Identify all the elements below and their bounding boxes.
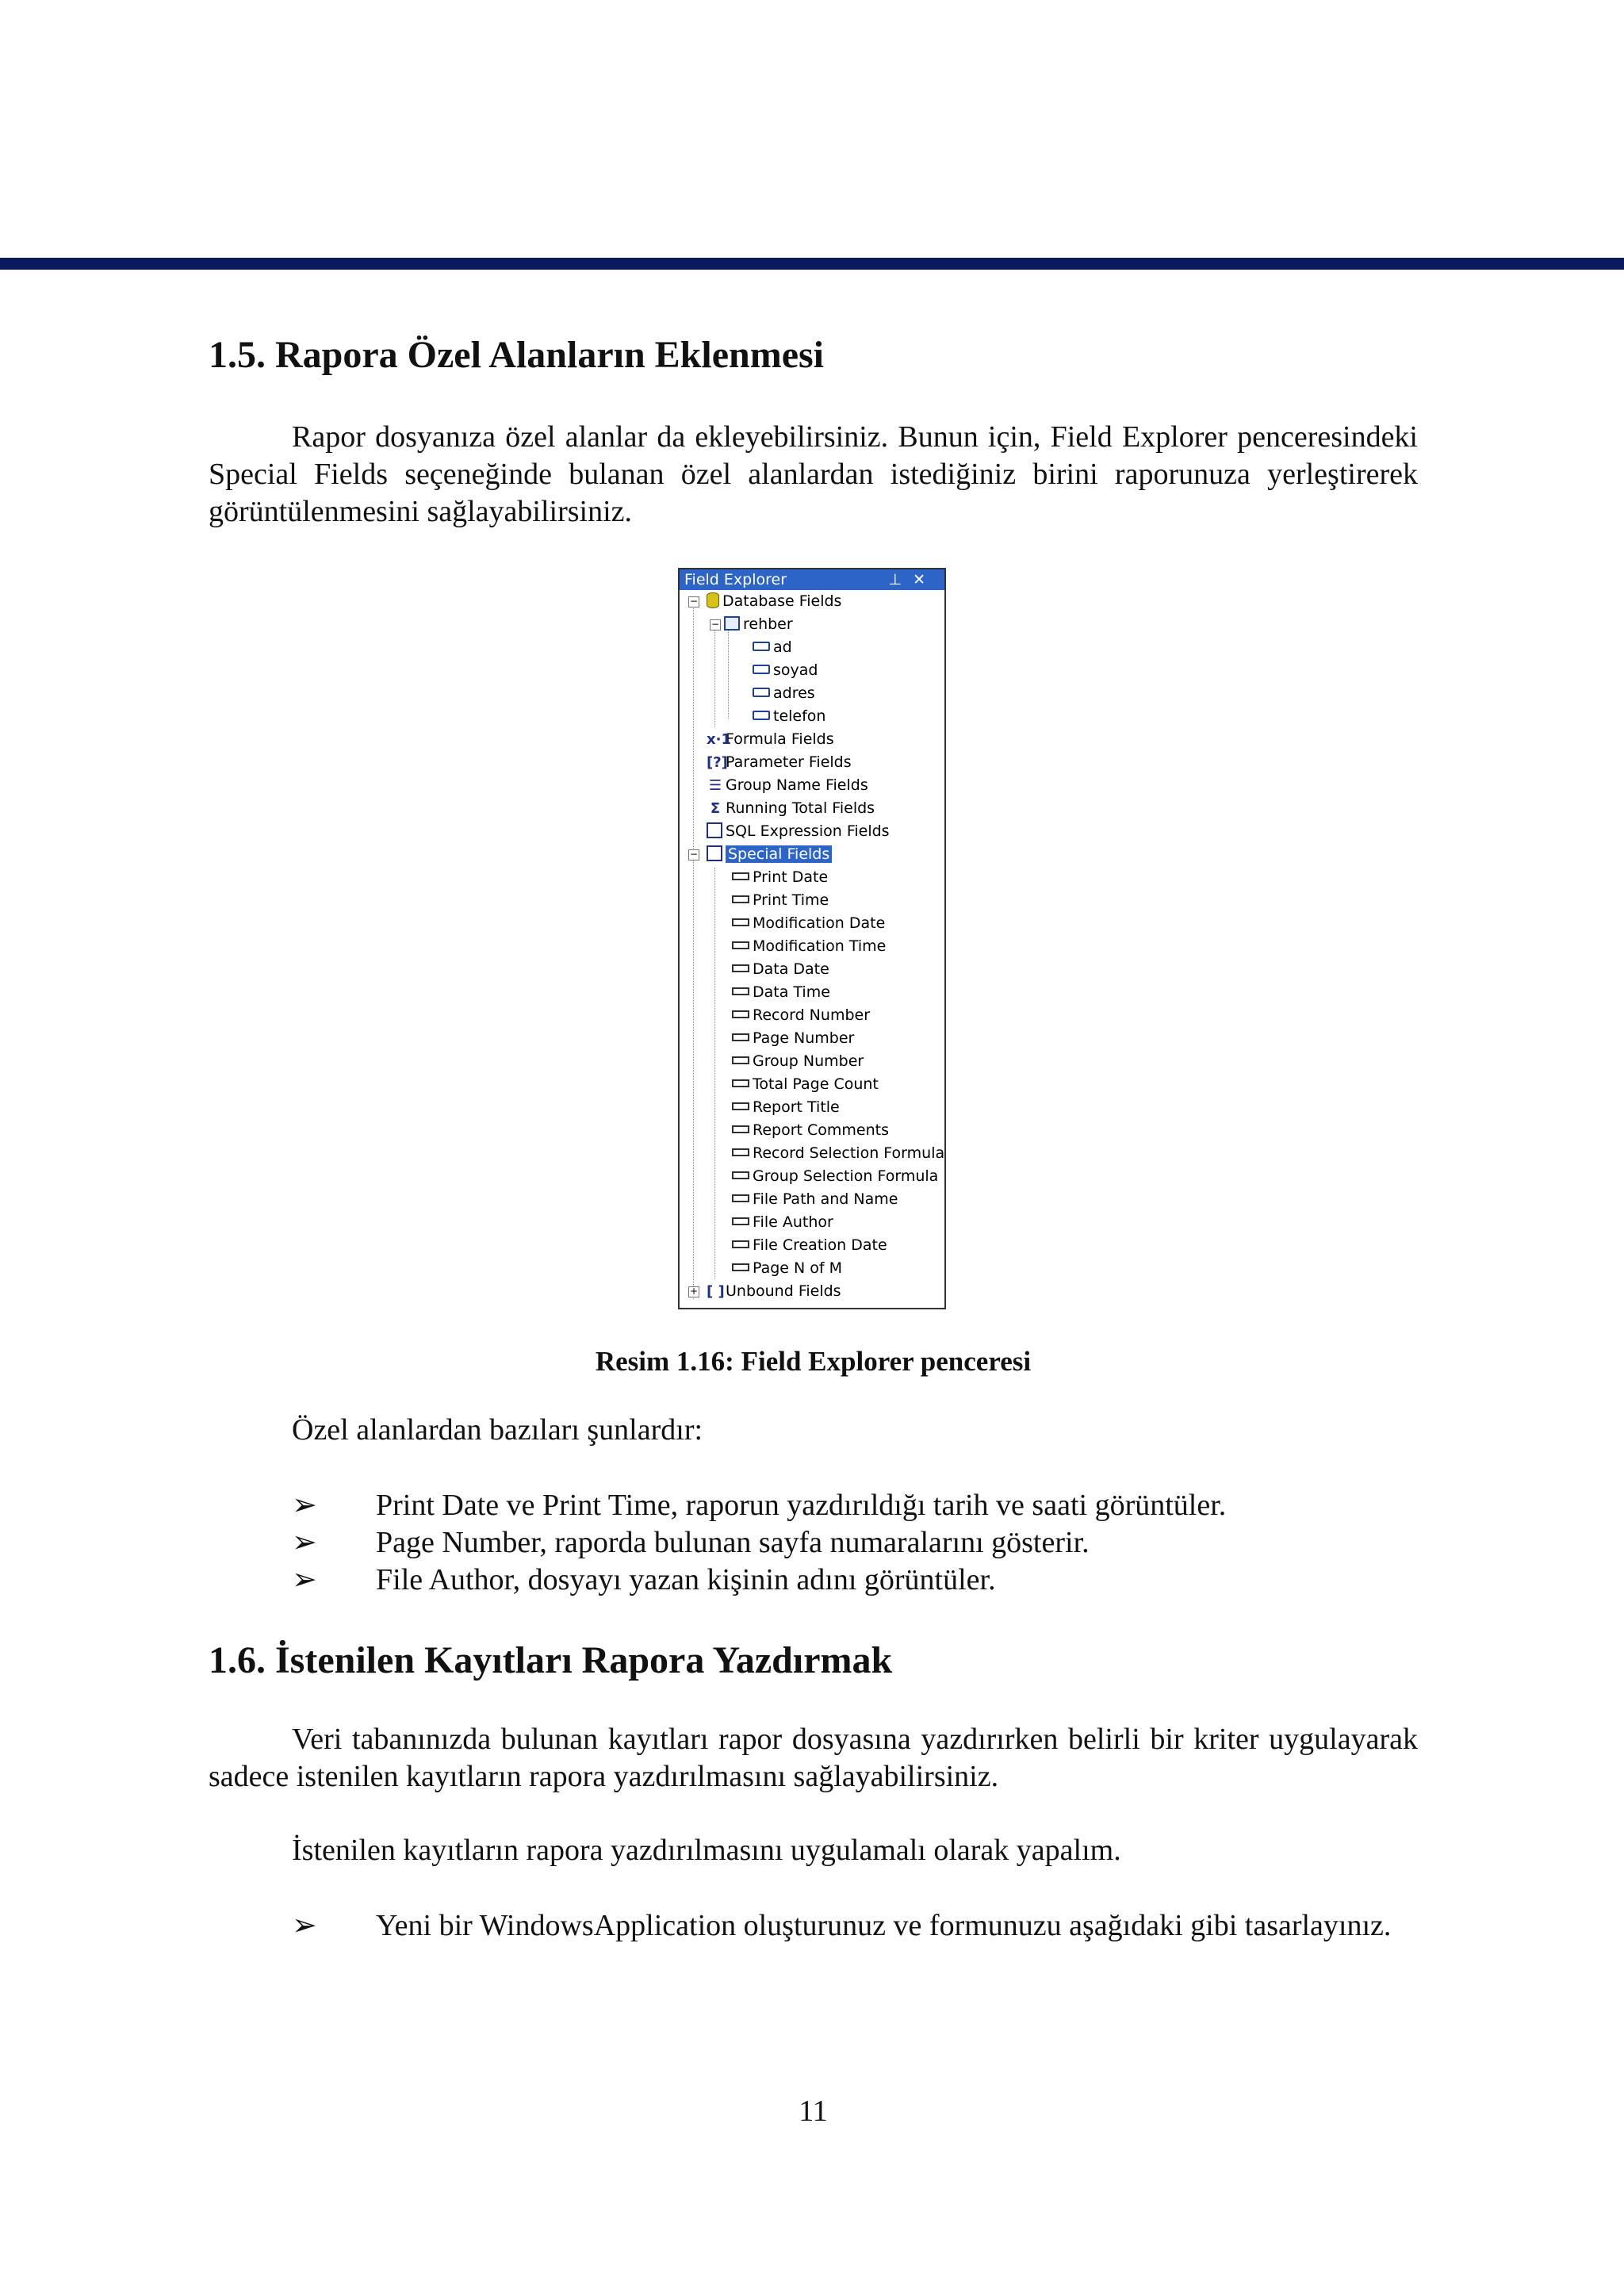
database-icon (707, 592, 719, 608)
bullet-arrow-icon: ➢ (292, 1526, 317, 1559)
sigma-icon: Σ (710, 799, 721, 817)
special-field-item[interactable]: Record Number (732, 1004, 870, 1026)
special-field-item[interactable]: Data Time (732, 981, 830, 1003)
tree-node-formula-fields[interactable]: x·1Formula Fields (707, 730, 834, 748)
section-1-6-paragraph-2: İstenilen kayıtların rapora yazdırılmasını uygulamalı olarak yapalım. (292, 1834, 1121, 1867)
section-heading-1-5: 1.5. Rapora Özel Alanların Eklenmesi (209, 334, 825, 376)
tree-node-table[interactable]: rehber (724, 613, 793, 635)
bullet-arrow-icon: ➢ (292, 1563, 317, 1596)
special-field-item[interactable]: Modification Date (732, 912, 885, 934)
special-field-item[interactable]: Page N of M (732, 1257, 842, 1279)
bullet-arrow-icon: ➢ (292, 1489, 317, 1522)
tree-node-group-name-fields[interactable]: ☰ Group Name Fields (707, 774, 868, 796)
special-field-icon (732, 987, 749, 995)
section-1-5-paragraph: Rapor dosyanıza özel alanlar da ekleyebilirsiniz. Bunun için, Field Explorer penceresindeki Special Fields seçeneğinde bulanan özel alanlardan istediğiniz birini raporunuza yerleştirerek görüntülenmesini sağlayabilirsiniz. (209, 420, 1418, 528)
special-field-icon (732, 1263, 749, 1271)
unbound-icon: [ ] (707, 1282, 725, 1300)
special-field-item[interactable]: Group Selection Formula (732, 1165, 938, 1187)
special-field-icon (732, 895, 749, 903)
special-field-item[interactable]: Print Time (732, 889, 829, 911)
field-explorer-title: Field Explorer (684, 571, 787, 588)
tree-node-sql-expression-fields[interactable]: SQL Expression Fields (707, 820, 890, 842)
close-icon[interactable]: ✕ (913, 571, 936, 588)
special-field-icon (732, 918, 749, 926)
special-field-item[interactable]: Data Date (732, 958, 829, 980)
collapse-toggle[interactable]: − (689, 849, 699, 860)
special-field-icon (732, 872, 749, 880)
field-icon (753, 711, 770, 720)
list-item: ➢ Yeni bir WindowsApplication oluşturunuz ve formunuzu aşağıdaki gibi tasarlayınız. (292, 1907, 1418, 1945)
special-field-item[interactable]: Group Number (732, 1050, 864, 1072)
special-fields-icon (707, 845, 722, 861)
tree-node-parameter-fields[interactable]: [?]Parameter Fields (707, 753, 852, 771)
special-field-item[interactable]: File Path and Name (732, 1188, 898, 1210)
collapse-toggle[interactable]: − (689, 596, 699, 607)
pin-icon[interactable]: ⊥ (888, 571, 914, 588)
tree-node-column[interactable]: ad (753, 636, 792, 658)
special-field-icon (732, 1240, 749, 1248)
field-explorer-titlebar (680, 569, 944, 590)
field-icon (753, 642, 770, 651)
special-field-icon (732, 1171, 749, 1179)
special-field-icon (732, 1056, 749, 1064)
list-item: ➢ Print Date ve Print Time, raporun yazdırıldığı tarih ve saati görüntüler. (292, 1487, 1418, 1524)
special-field-item[interactable]: Report Title (732, 1096, 840, 1118)
special-field-icon (732, 941, 749, 949)
tree-node-column[interactable]: telefon (753, 705, 825, 727)
section-heading-1-6: 1.6. İstenilen Kayıtları Rapora Yazdırmak (209, 1639, 893, 1681)
field-icon (753, 688, 770, 697)
special-field-item[interactable]: File Author (732, 1211, 833, 1233)
special-field-icon (732, 1010, 749, 1018)
header-rule (0, 258, 1624, 270)
tree-node-column[interactable]: soyad (753, 659, 818, 681)
tree-node-running-total-fields[interactable]: Σ Running Total Fields (707, 797, 875, 819)
group-icon: ☰ (708, 776, 722, 794)
tree-node-special-fields[interactable]: Special Fields (707, 843, 832, 865)
special-field-item[interactable]: Modification Time (732, 935, 886, 957)
tree-node-unbound-fields[interactable]: [ ]Unbound Fields (707, 1282, 841, 1300)
figure-caption: Resim 1.16: Field Explorer penceresi (595, 1346, 1032, 1377)
special-field-icon (732, 1194, 749, 1202)
list-item: ➢ File Author, dosyayı yazan kişinin adını görüntüler. (292, 1562, 1418, 1599)
special-field-item[interactable]: Record Selection Formula (732, 1142, 944, 1164)
special-field-item[interactable]: Print Date (732, 866, 828, 888)
field-icon (753, 665, 770, 674)
special-field-icon (732, 1148, 749, 1156)
special-field-icon (732, 1217, 749, 1225)
tree-node-column[interactable]: adres (753, 682, 815, 704)
bullet-arrow-icon: ➢ (292, 1909, 317, 1942)
list-item: ➢ Page Number, raporda bulunan sayfa numaralarını gösterir. (292, 1524, 1418, 1562)
special-field-icon (732, 1125, 749, 1133)
special-field-item[interactable]: Total Page Count (732, 1073, 879, 1095)
special-field-item[interactable]: Report Comments (732, 1119, 889, 1141)
special-field-icon (732, 1079, 749, 1087)
special-field-item[interactable]: File Creation Date (732, 1234, 887, 1256)
tree-node-database-fields[interactable]: Database Fields (707, 590, 841, 612)
section-1-6-paragraph: Veri tabanınızda bulunan kayıtları rapor dosyasına yazdırırken belirli bir kriter uygulayarak sadece istenilen kayıtların rapora yazdırılmasını sağlayabilirsiniz. (209, 1723, 1418, 1793)
parameter-icon: [?] (707, 753, 728, 771)
special-field-icon (732, 1102, 749, 1110)
list-intro: Özel alanlardan bazıları şunlardır: (292, 1413, 703, 1447)
field-explorer-window (678, 568, 946, 1309)
expand-toggle[interactable]: + (689, 1286, 699, 1297)
special-field-icon (732, 1033, 749, 1041)
page-number: 11 (799, 2095, 828, 2128)
special-field-icon (732, 964, 749, 972)
sql-icon (707, 822, 722, 838)
formula-icon: x·1 (707, 730, 731, 748)
collapse-toggle[interactable]: − (710, 619, 720, 630)
table-icon (724, 616, 740, 630)
special-field-item[interactable]: Page Number (732, 1027, 854, 1049)
